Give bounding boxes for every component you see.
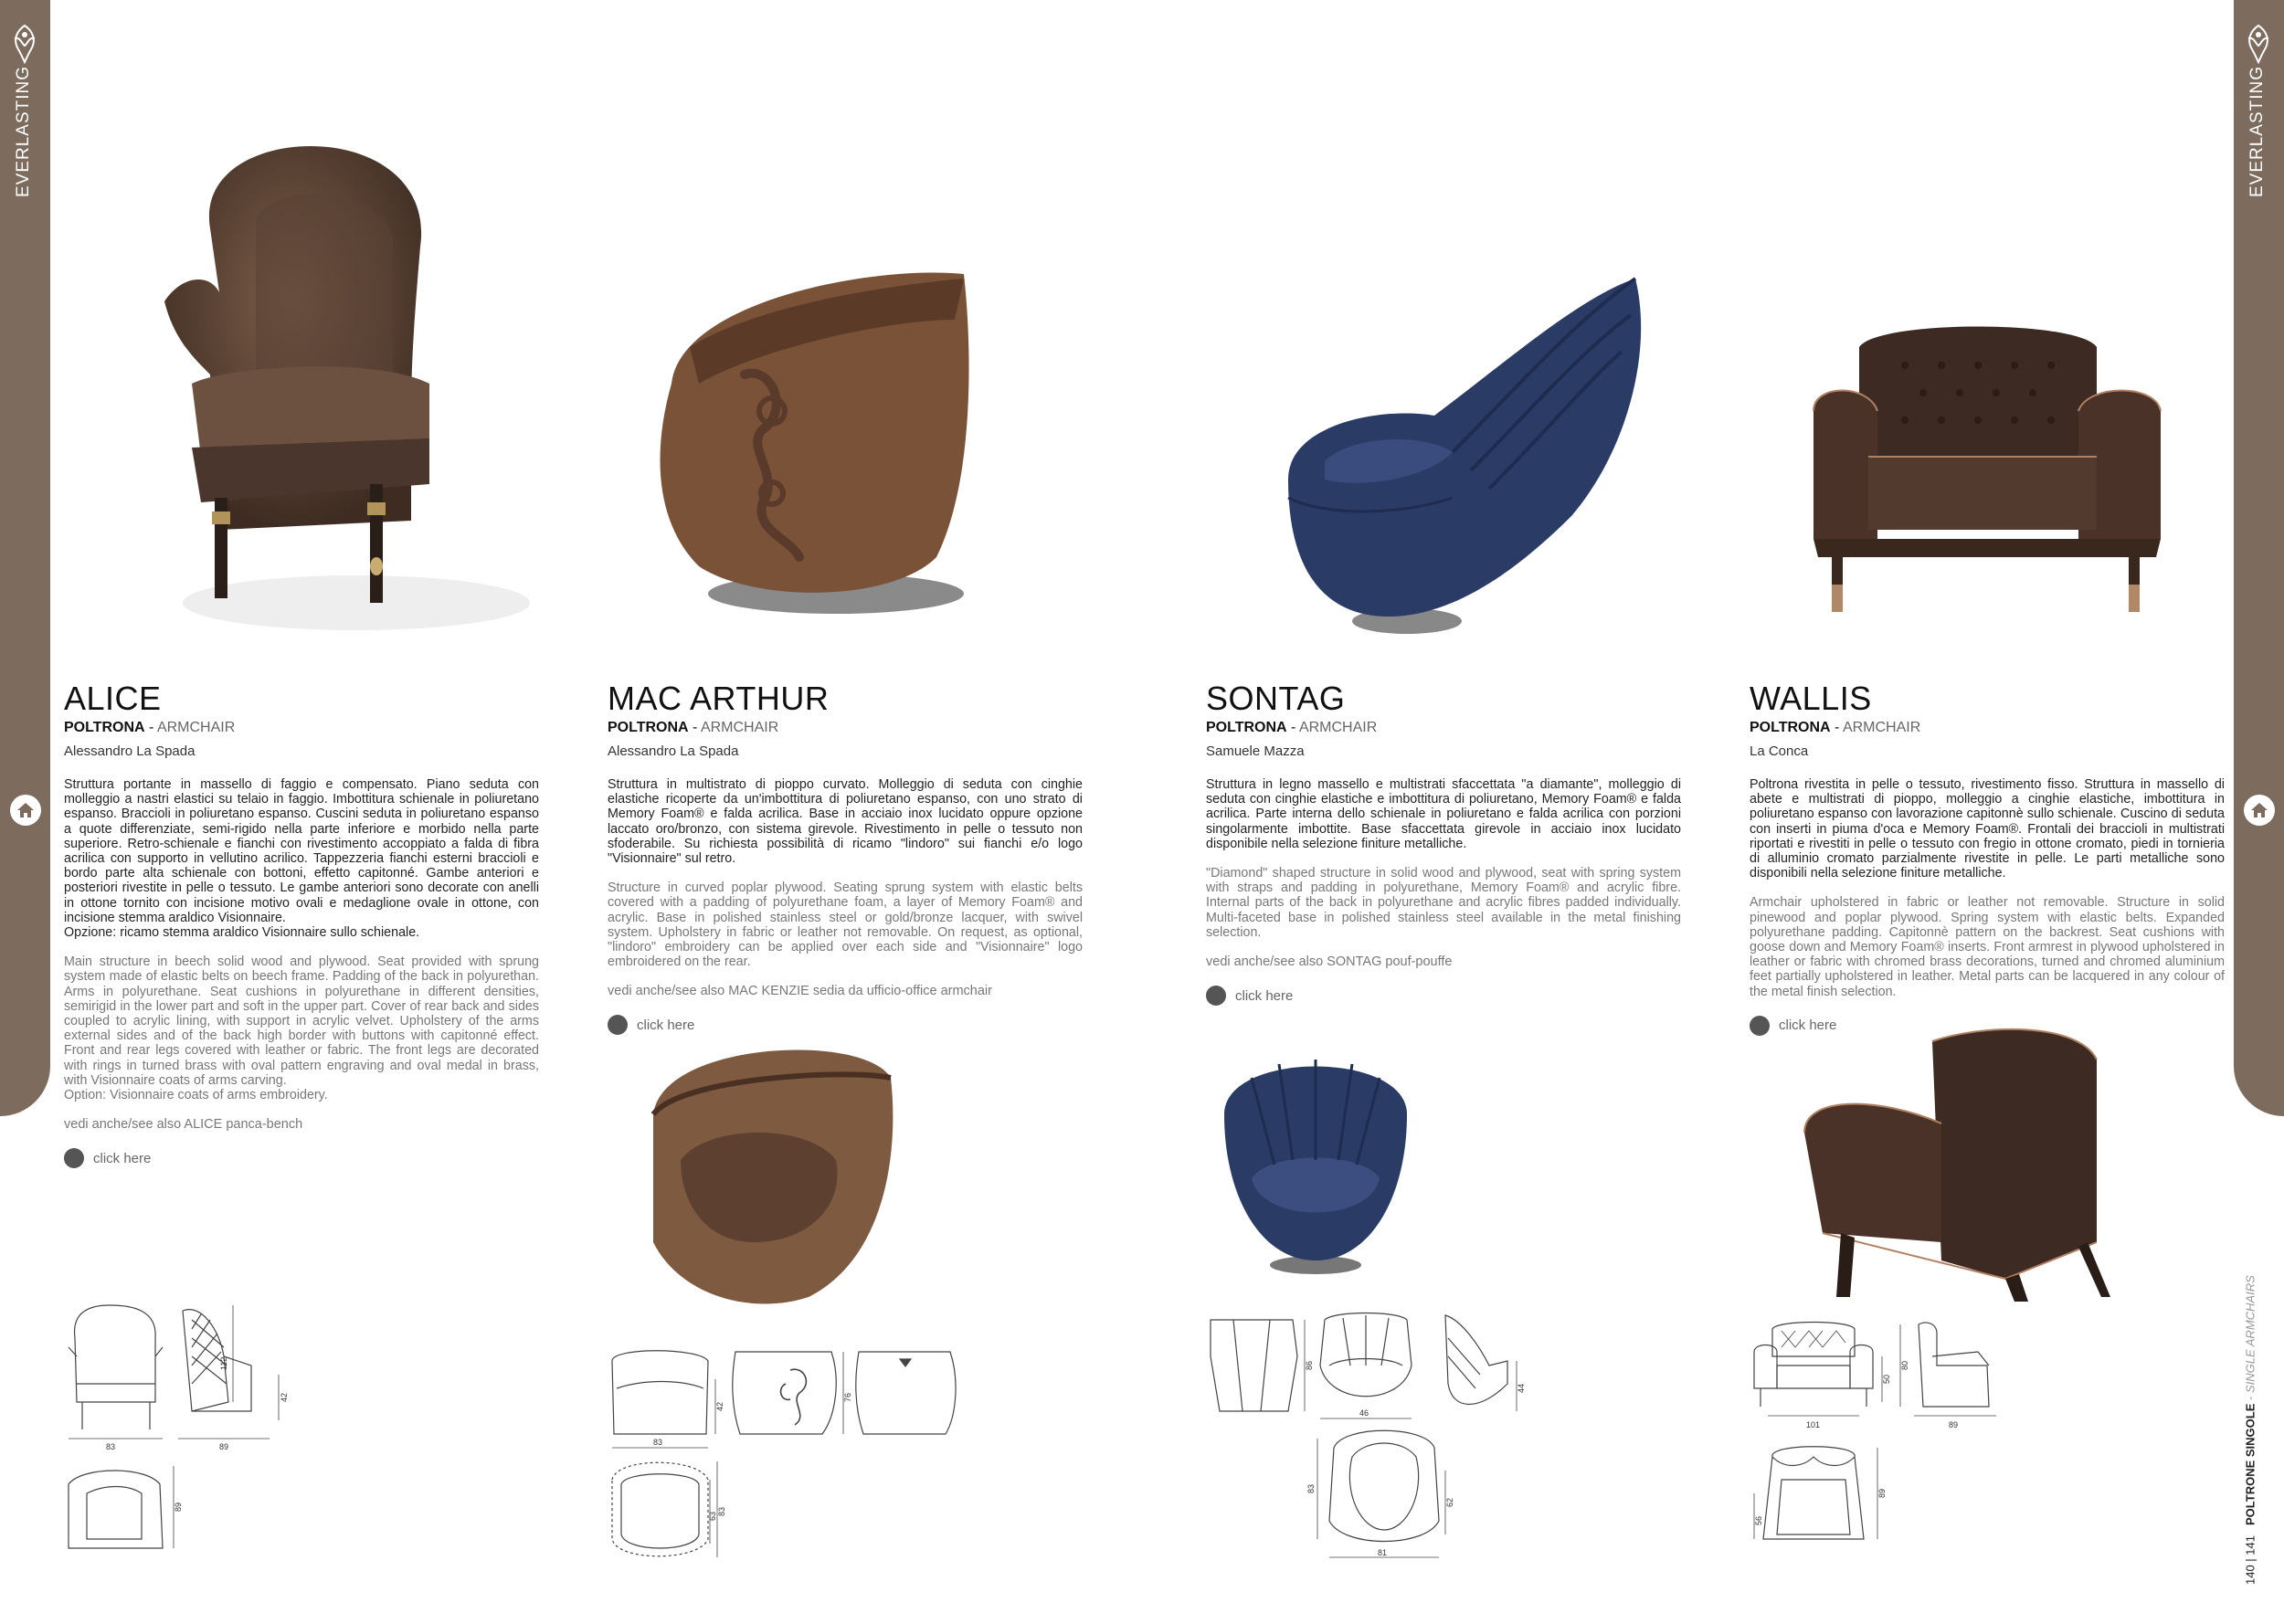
product-info-wallis [1750,680,2225,1036]
technical-drawings-wallis [1750,1320,2042,1566]
svg-text:44: 44 [1517,1383,1526,1393]
svg-text:112: 112 [219,1356,228,1370]
product-name: WALLIS [1750,680,1872,717]
product-name: ALICE [64,680,162,717]
see-also-link[interactable]: vedi anche/see also SONTAG pouf-pouffe [1206,954,1453,970]
svg-text:46: 46 [1359,1408,1369,1418]
product-type: POLTRONA - ARMCHAIR [1750,720,1921,735]
click-here-button[interactable]: click here [1206,986,1681,1006]
technical-drawings-sontag [1206,1311,1571,1566]
description-english: Armchair upholstered in fabric or leather not removable. Structure in solid pinewood and poplar plywood. Spring system with elastic belts. Expanded polyurethane padding. Capitonnè pattern on the backrest. Seat cushions with goose down and Memory Foam® inserts. Front armrest in plywood upholstered in leather or fabric with chromed brass decorations, turned and chromed aluminium feet partially upholstered in leather. Metal parts can be lacquered in any colour of the metal finish selection. [1750,895,2225,999]
product-info-mac-arthur [608,680,1083,1035]
circle-icon [1750,1016,1770,1036]
product-type: POLTRONA - ARMCHAIR [1206,720,1378,735]
visionnaire-logo-icon [2241,22,2276,64]
description-italian: Struttura in legno massello e multistrati sfaccettata "a diamante", molleggio di seduta con cinghie elastiche e imbottitura di poliuretano, Memory Foam® e falda acrilica. Parte interna dello schienale in poliuretano e falda acrilica con porzioni singolarmente imbottite. Base sfaccettata girevole in acciaio inox lucidato disponibile nella selezione finiture metalliche. [1206,777,1681,851]
section-tab-label: EVERLASTING [14,65,33,197]
left-sidebar [0,0,50,1116]
svg-text:50: 50 [1882,1374,1891,1384]
product-sontag [1206,0,1681,1624]
svg-text:83: 83 [106,1442,116,1451]
product-designer: La Conca [1750,743,1809,759]
section-tab-label: EVERLASTING [2247,65,2267,197]
visionnaire-logo-icon [7,22,42,64]
technical-drawings-alice [64,1302,320,1566]
description-english: "Diamond" shaped structure in solid wood and plywood, seat with spring system with straps and padding in polyurethane, Memory Foam® and acrylic fibre. Internal parts of the back in polyurethane and acrylic fibres padded individually. Multi-faceted base in polished stainless steel available in the metal finishing selection. [1206,866,1681,940]
click-here-button[interactable]: click here [1750,1016,2225,1036]
home-icon [16,802,35,818]
description-italian: Poltrona rivestita in pelle o tessuto, rivestimento fisso. Struttura in massello di abete e multistrati di pioppo, molleggio a cinghie elastiche, imbottitura in poliuretano espanso con lavorazione capitonnè sullo schienale. Cuscino di seduta con inserti in piuma d'oca e Memory Foam®. Frontali dei braccioli in multistrati riportati e rivestiti in pelle o tessuto con fregio in ottone cromato, piedi in tornieria di alluminio cromato parzialmente rivestite in pelle. Le parti metalliche sono disponibili nella selezione finiture metalliche. [1750,777,2225,881]
product-name: SONTAG [1206,680,1346,717]
page-numbers: 140 | 141 [2243,1535,2258,1585]
svg-text:83: 83 [653,1438,663,1447]
svg-text:89: 89 [174,1502,183,1512]
see-also-link[interactable]: vedi anche/see also MAC KENZIE sedia da ufficio-office armchair [608,984,992,999]
product-photo-wallis [1795,311,2179,639]
product-alice [64,0,539,1624]
home-button[interactable] [2244,795,2275,826]
svg-text:63: 63 [708,1511,717,1521]
click-here-button[interactable]: click here [608,1015,1083,1035]
description-english: Structure in curved poplar plywood. Seating sprung system with elastic belts covered with a padding of polyurethane foam, a layer of Memory Foam® and acrylic. Base in polished stainless steel or gold/bronze lacquer, with swivel system. Upholstery in fabric or leather not removable. On request, as optional, "lindoro" embroidery can be applied over each side and "Visionnaire" logo embroidered on the rear. [608,881,1083,970]
svg-text:101: 101 [1806,1420,1821,1429]
product-name: MAC ARTHUR [608,680,830,717]
home-icon [2250,802,2268,818]
right-sidebar [2234,0,2284,1116]
product-photo-alice [137,137,539,649]
svg-text:80: 80 [1900,1360,1909,1370]
product-photo-sontag-front [1215,1041,1416,1279]
product-wallis [1750,0,2225,1624]
circle-icon [64,1148,84,1168]
product-info-sontag [1206,680,1681,1006]
click-here-button[interactable]: click here [64,1148,539,1168]
product-photo-mac-arthur [635,265,1000,630]
svg-text:81: 81 [1378,1548,1388,1557]
svg-text:83: 83 [1306,1483,1316,1493]
product-designer: Samuele Mazza [1206,743,1305,759]
svg-text:42: 42 [280,1392,289,1402]
product-info-alice [64,680,539,1168]
product-photo-mac-arthur-front [626,1023,909,1315]
svg-text:42: 42 [715,1401,724,1411]
svg-text:89: 89 [219,1442,229,1451]
circle-icon [1206,986,1226,1006]
svg-text:89: 89 [1949,1420,1959,1429]
see-also-link[interactable]: vedi anche/see also ALICE panca-bench [64,1117,303,1133]
product-designer: Alessandro La Spada [608,743,739,759]
product-photo-wallis-back [1786,1023,2115,1306]
product-mac-arthur [608,0,1083,1624]
product-designer: Alessandro La Spada [64,743,196,759]
svg-text:89: 89 [1877,1488,1887,1498]
description-italian: Struttura portante in massello di faggio e compensato. Piano seduta con molleggio a nastri elastici su telaio in faggio. Imbottitura schienale in poliuretano espanso. Braccioli in poliuretano espanso. Cuscini seduta in poliuretano espanso a quote differenziate, semi-rigido nella parte inferiore e morbido nella parte superiore. Retro-schienale e fianchi con rivestimento accoppiato a falda di fibra acrilica con supporto in vellutino acrilico. Tappezzeria fianchi esterni braccioli e bordo parte alta schienale con bottoni, effetto capitonné. Gambe anteriori e posteriori rivestite in pelle o tessuto. Le gambe anteriori sono decorate con anelli in ottone tornito con incisione motivo ovali e medaglione ovale in ottone, con incisione stemma araldico Visionnaire. Opzione: ricamo stemma araldico Visionnaire sullo schienale. [64,777,539,941]
section-subtitle: - SINGLE ARMCHAIRS [2243,1275,2258,1401]
section-title: POLTRONE SINGOLE [2243,1403,2258,1526]
description-italian: Struttura in multistrato di pioppo curvato. Molleggio di seduta con cinghie elastiche ricoperte da un'imbottitura di poliuretano espanso, con uno strato di Memory Foam® e falda acrilica. Base in acciaio inox lucidato oppure opzione laccato oro/bronzo, con sistema girevole. Rivestimento in pelle o tessuto non sfoderabile. Su richiesta possibilità di ricamo "lindoro" sui fianchi e/o logo "Visionnaire" sul retro. [608,777,1083,867]
circle-icon [608,1015,628,1035]
svg-text:83: 83 [717,1506,726,1516]
page-footer [2238,1275,2262,1585]
product-photo-sontag [1270,269,1663,644]
svg-text:76: 76 [843,1392,852,1402]
svg-text:56: 56 [1754,1515,1763,1525]
product-type: POLTRONA - ARMCHAIR [608,720,779,735]
svg-text:62: 62 [1445,1497,1454,1507]
svg-text:86: 86 [1305,1360,1314,1370]
product-type: POLTRONA - ARMCHAIR [64,720,236,735]
technical-drawings-mac-arthur [608,1343,973,1571]
home-button[interactable] [10,795,41,826]
description-english: Main structure in beech solid wood and plywood. Seat provided with sprung system made of elastic belts on beech frame. Padding of the back in polyurethan. Arms in polyurethane. Seat cushions in polyurethane in different densities, semirigid in the lower part and soft in the upper part. Cover of rear back and sides coupled to acrylic lining, with support in acrylic velvet. Upholstery of the arms external sides and of the back high border with buttons with capitonné effect. Front and rear legs covered with leather or fabric. The front legs are decorated with rings in turned brass with oval pattern engraving and oval medal in brass, with Visionnaire coats of arms carving. Option: Visionnaire coats of arms embroidery. [64,954,539,1103]
